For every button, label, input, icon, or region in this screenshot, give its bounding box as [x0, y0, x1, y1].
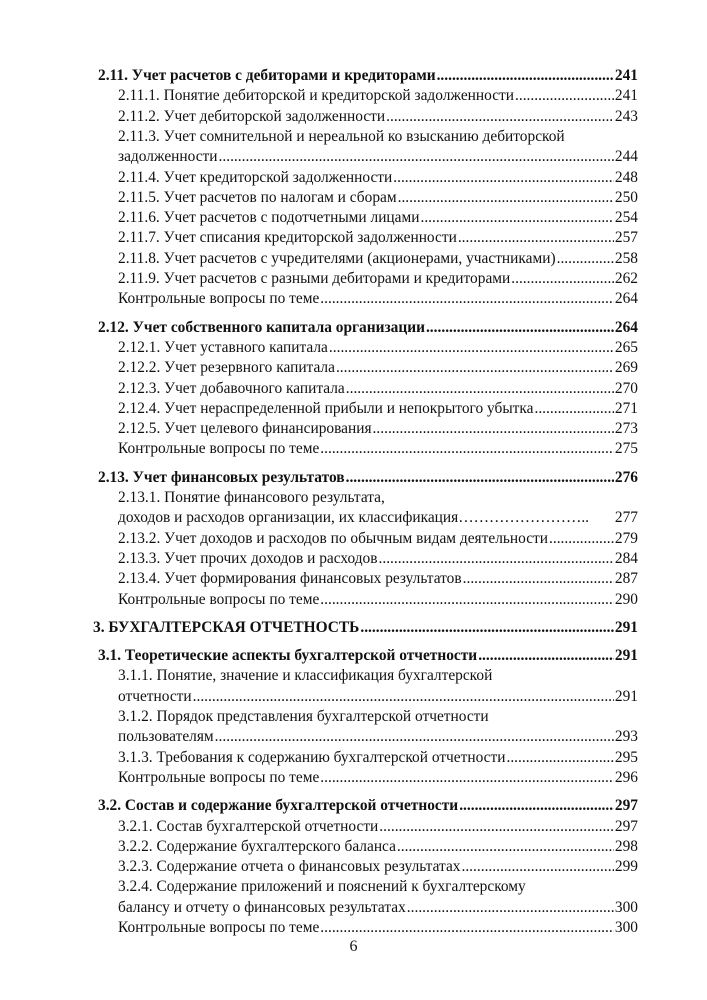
toc-entry-title: 2.11.5. Учет расчетов по налогам и сборам — [118, 188, 397, 206]
toc-entry-title: Контрольные вопросы по теме — [118, 590, 320, 608]
toc-entry — [118, 249, 638, 269]
toc-entry-title: 3.1.1. Понятие, значение и классификация бухгалтерской — [118, 667, 493, 685]
toc-entry — [118, 549, 638, 569]
toc-page-number: 284 — [614, 549, 638, 567]
toc-entry-title: 2.11.6. Учет расчетов с подотчетными лицами — [118, 209, 420, 227]
toc-entry-title: 2.13.3. Учет прочих доходов и расходов — [118, 549, 378, 567]
toc-entry-title: 2.13.2. Учет доходов и расходов по обычным видам деятельности — [118, 529, 549, 547]
toc-dot-leader — [437, 66, 614, 86]
toc-page-number: 291 — [614, 618, 638, 636]
toc-page-number: 277 — [614, 509, 638, 527]
toc-entry-title: 2.11.9. Учет расчетов с разными дебиторами и кредиторами — [118, 270, 511, 287]
toc-page-number: 248 — [614, 168, 638, 186]
toc-entry-title: 2.12.2. Учет резервного капитала — [118, 359, 335, 377]
toc-entry — [118, 687, 638, 707]
toc-entry — [118, 188, 638, 208]
toc-entry — [118, 147, 638, 167]
toc-entry-title: Контрольные вопросы по теме — [118, 290, 320, 308]
toc-page-number: 264 — [614, 290, 638, 308]
toc-entry-title: 2.12.1. Учет уставного капитала — [118, 338, 328, 356]
toc-entry-title: 2.12.3. Учет добавочного капитала — [118, 379, 345, 397]
toc-dot-leader — [511, 269, 614, 289]
toc-entry — [118, 419, 638, 439]
toc-dot-leader — [461, 857, 613, 877]
toc-page-number: 241 — [614, 67, 638, 84]
toc-page-number: 298 — [614, 837, 638, 855]
toc-page-number: 244 — [614, 148, 638, 166]
toc-entry — [118, 590, 638, 610]
toc-entry-title: 2.11.2. Учет дебиторской задолженности — [118, 107, 386, 125]
toc-entry-title: 3.1. Теоретические аспекты бухгалтерской отчетности — [98, 647, 478, 665]
toc-page-number: 241 — [614, 87, 638, 105]
toc-entry — [118, 107, 638, 127]
toc-entry-title: 3.2.1. Состав бухгалтерской отчетности — [118, 817, 379, 835]
toc-section-heading — [93, 618, 638, 638]
toc-entry-title: 3.1.2. Порядок представления бухгалтерской отчетности — [118, 708, 489, 725]
toc-entry-title: 3.2.4. Содержание приложений и пояснений к бухгалтерскому — [118, 878, 526, 896]
toc-page-number: 293 — [614, 728, 638, 746]
toc-entry-title: 2.11.8. Учет расчетов с учредителями (акционерами, участниками) — [118, 249, 556, 267]
toc-dot-leader — [458, 228, 614, 248]
toc-dot-leader — [459, 796, 614, 816]
toc-entry-title: Контрольные вопросы по теме — [118, 919, 320, 936]
toc-page-number: 243 — [614, 107, 638, 125]
toc-entry — [118, 208, 638, 228]
toc-section-heading — [98, 468, 638, 488]
toc-dot-leader — [379, 817, 614, 837]
toc-page-number: 269 — [614, 359, 638, 377]
toc-entry-title: 2.11.1. Понятие дебиторской и кредиторской задолженности — [118, 87, 515, 105]
toc-dot-leader — [379, 549, 614, 569]
toc-entry-title: 2.13. Учет финансовых результатов — [98, 468, 345, 486]
toc-entry-title: 3.1.3. Требования к содержанию бухгалтерской отчетности — [118, 748, 506, 766]
toc-entry-title: 2.11.7. Учет списания кредиторской задолженности — [118, 229, 457, 247]
toc-page-number: 279 — [614, 529, 638, 547]
toc-dot-leader — [329, 338, 614, 358]
toc-dot-leader — [393, 168, 614, 188]
toc-entry-title: отчетности — [118, 687, 192, 705]
toc-page-number: 299 — [614, 858, 638, 876]
toc-entry — [118, 898, 638, 918]
toc-entry — [118, 228, 638, 248]
toc-page-number: 273 — [614, 420, 638, 438]
toc-page-number: 258 — [614, 249, 638, 267]
toc-entry — [118, 727, 638, 747]
toc-page-number: 287 — [614, 570, 638, 588]
toc-dot-leader — [506, 748, 613, 768]
toc-entry-title: доходов и расходов организации, их классификация…………………….. — [118, 509, 590, 527]
toc-page-number: 265 — [614, 338, 638, 356]
toc-page-number: 296 — [614, 768, 638, 786]
toc-entry-title: 2.11. Учет расчетов с дебиторами и кредиторами — [98, 67, 436, 84]
toc-entry-title: 2.11.3. Учет сомнительной и нереальной ко взысканию дебиторской — [118, 127, 565, 145]
toc-entry — [118, 127, 638, 147]
toc-dot-leader — [373, 419, 614, 439]
toc-entry — [118, 768, 638, 788]
toc-page-number: 295 — [614, 748, 638, 766]
toc-entry — [118, 399, 638, 419]
toc-entry-title: 2.11.4. Учет кредиторской задолженности — [118, 168, 393, 186]
toc-dot-leader — [426, 318, 614, 338]
toc-page-number: 254 — [614, 209, 638, 227]
toc-dot-leader — [420, 208, 613, 228]
toc-entry — [118, 748, 638, 768]
toc-entry — [118, 168, 638, 188]
toc-page-number: 297 — [614, 797, 638, 815]
toc-entry — [118, 569, 638, 589]
toc-entry — [118, 86, 638, 106]
toc-page-number: 257 — [614, 229, 638, 247]
toc-page-number: 262 — [614, 270, 638, 287]
toc-entry-title: 2.13.4. Учет формирования финансовых результатов — [118, 570, 462, 588]
toc-entry — [118, 918, 638, 938]
toc-dot-leader — [398, 188, 614, 208]
toc-dot-leader — [478, 646, 614, 666]
toc-entry-title: 2.12.5. Учет целевого финансирования — [118, 420, 372, 438]
toc-page-number: 291 — [614, 687, 638, 705]
toc-entry-title: 2.12.4. Учет нераспределенной прибыли и непокрытого убытка — [118, 399, 534, 417]
toc-dot-leader — [215, 727, 614, 747]
toc-dot-leader — [320, 590, 614, 610]
toc-section-heading — [98, 318, 638, 338]
toc-entry-title: балансу и отчету о финансовых результатах — [118, 898, 406, 916]
toc-section-heading — [98, 646, 638, 666]
toc-dot-leader — [336, 358, 614, 378]
page-number: 6 — [349, 938, 358, 955]
toc-dot-leader — [534, 399, 613, 419]
toc-page-number: 300 — [614, 919, 638, 936]
toc-page-number: 270 — [614, 379, 638, 397]
toc-dot-leader — [320, 918, 614, 938]
toc-entry — [118, 707, 638, 727]
toc-page-number: 250 — [614, 188, 638, 206]
toc-dot-leader — [515, 86, 614, 106]
toc-dot-leader — [463, 569, 614, 589]
toc-entry-title: 3. БУХГАЛТЕРСКАЯ ОТЧЕТНОСТЬ — [93, 618, 360, 636]
toc-dot-leader — [193, 687, 614, 707]
toc-entry — [118, 877, 638, 897]
toc-entry — [118, 338, 638, 358]
toc-page-number: 264 — [614, 318, 638, 336]
toc-entry-title: Контрольные вопросы по теме — [118, 440, 320, 458]
toc-entry — [118, 529, 638, 549]
toc-page-number: 297 — [614, 817, 638, 835]
toc-dot-leader — [407, 898, 614, 918]
toc-dot-leader — [219, 147, 614, 167]
toc-entry — [118, 508, 638, 528]
toc-page-number: 275 — [614, 440, 638, 458]
toc-page-number: 271 — [614, 399, 638, 417]
toc-entry-title: пользователям — [118, 728, 214, 746]
toc-dot-leader — [557, 249, 614, 269]
toc-page-number: 291 — [614, 647, 638, 665]
toc-dot-leader — [320, 439, 614, 459]
toc-page-number: 290 — [614, 590, 638, 608]
toc-dot-leader — [397, 837, 614, 857]
toc-entry — [118, 857, 638, 877]
toc-dot-leader — [549, 529, 614, 549]
toc-entry — [118, 358, 638, 378]
toc-entry-title: 3.2.2. Содержание бухгалтерского баланса — [118, 837, 396, 855]
toc-entry — [118, 817, 638, 837]
toc-entry — [118, 269, 638, 289]
toc-page-number: 276 — [614, 468, 638, 486]
toc-entry-title: Контрольные вопросы по теме — [118, 768, 320, 786]
toc-entry — [118, 837, 638, 857]
toc-entry — [118, 488, 638, 508]
toc-entry — [118, 289, 638, 309]
toc-entry — [118, 439, 638, 459]
toc-page-number: 300 — [614, 898, 638, 916]
toc-dot-leader — [360, 618, 614, 638]
toc-section-heading — [98, 66, 638, 86]
toc-dot-leader — [320, 768, 614, 788]
toc-dot-leader — [386, 107, 614, 127]
toc-section-heading — [98, 796, 638, 816]
toc-entry-title: задолженности — [118, 148, 218, 166]
toc-entry-title: 2.13.1. Понятие финансового результата, — [118, 489, 385, 506]
toc-entry — [118, 666, 638, 686]
toc-entry-title: 3.2. Состав и содержание бухгалтерской отчетности — [98, 797, 459, 815]
toc-entry-title: 2.12. Учет собственного капитала организации — [98, 318, 425, 336]
toc-dot-leader — [320, 289, 614, 309]
toc-dot-leader — [346, 468, 614, 488]
toc-entry-title: 3.2.3. Содержание отчета о финансовых результатах — [118, 858, 461, 876]
toc-entry — [118, 379, 638, 399]
toc-dot-leader — [346, 379, 614, 399]
